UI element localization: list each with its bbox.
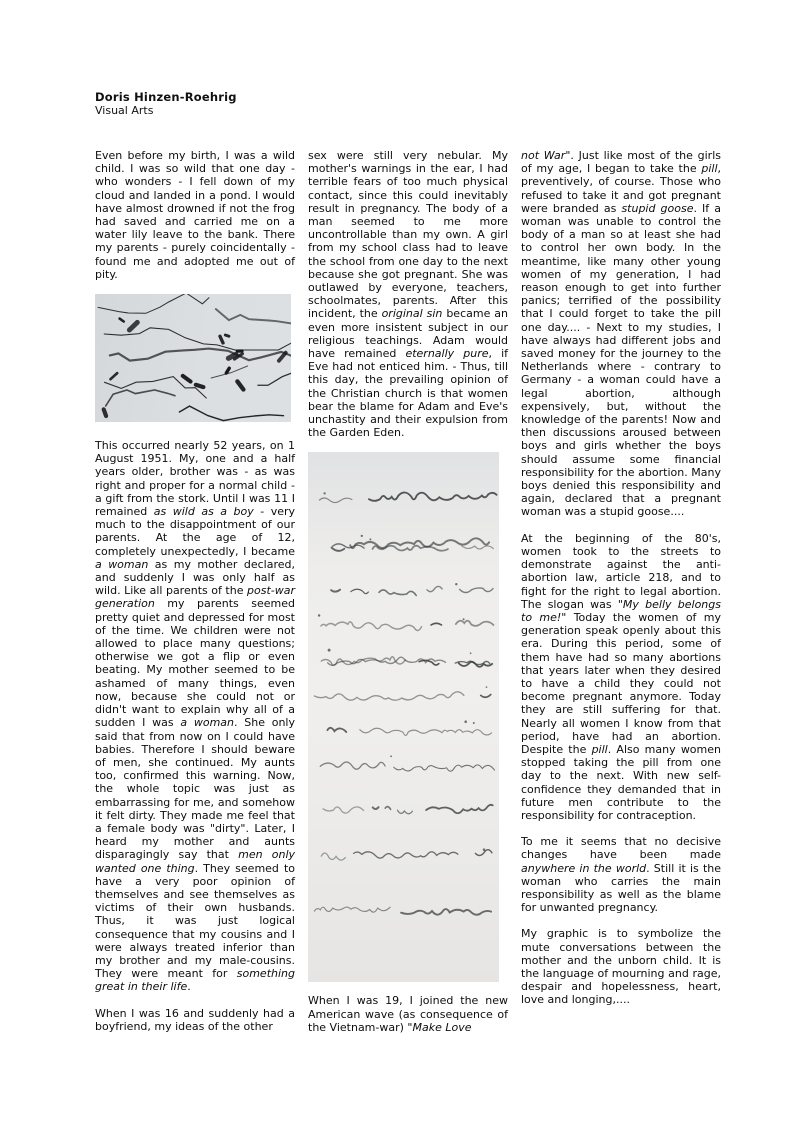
- ink-scribble-drawing-horizontal: [95, 294, 291, 422]
- paragraph: My graphic is to symbolize the mute conversations between the mother and the unborn child. It is the language of mourning and rage, despair and hopelessness, heart, love and longing,....: [521, 927, 721, 1007]
- article: [95, 90, 723, 1047]
- column-2: [308, 149, 508, 1047]
- paragraph: not War". Just like most of the girls of my age, I began to take the pill, preventively, of course. Those who refused to take it and got pregnant were branded as stupid goose. If a woman was unable to control the body of a man so at least she had to control her own body. In the meantime, like many other young women of my generation, I had reason enough to get into further panics; terrified of the possibility that I could forget to take the pill one day.... - Next to my studies, I have always had different jobs and saved money for the journey to the Netherlands where - contrary to Germany - a woman could have a legal abortion, although expensively, but, without the knowledge of the parents! Now and then discussions aroused between boys and girls whether the boys should assume some financial responsibility for the abortion. Many boys denied this responsibility and again, declared that a pregnant woman was a stupid goose....: [521, 149, 721, 519]
- paragraph: sex were still very nebular. My mother's warnings in the ear, I had terrible fears of too much physical contact, since this could inevitably result in pregnancy. The body of a man seemed to me more uncontrollable than my own. A girl from my school class had to leave the school from one day to the next because she got pregnant. She was outlawed by everyone, teachers, schoolmates, parents. After this incident, the original sin became an even more insistent subject in our religious teachings. Adam would have remained eternally pure, if Eve had not enticed him. - Thus, till this day, the prevailing opinion of the Christian church is that women bear the blame for Adam and Eve's unchastity and their expulsion from the Garden Eden.: [308, 149, 509, 440]
- paragraph: When I was 19, I joined the new American wave (as consequence of the Vietnam-war) "Make Love: [308, 994, 508, 1034]
- article-header: [95, 90, 723, 118]
- paragraph: At the beginning of the 80's, women took to the streets to demonstrate against the anti-abortion law, article 218, and to fight for the right to legal abortion. The slogan was "My belly belongs to me!" Today the women of my generation speak openly about this era. During this period, some of them have had so many abortions that years later when they desired to have a child they could not become pregnant anymore. Today they are still suffering for that. Nearly all women I know from that period, have had an abortion. Despite the pill. Also many women stopped taking the pill from one day to the next. With new self-confidence they demanded that in future men contribute to the responsibility for contraception.: [521, 531, 721, 822]
- paragraph: To me it seems that no decisive changes have been made anywhere in the world. Still it is the woman who carries the main responsibility as well as the blame for unwanted pregnancy.: [521, 835, 722, 915]
- author-discipline: Visual Arts: [95, 104, 154, 117]
- column-1: [95, 149, 295, 1047]
- paragraph: This occurred nearly 52 years, on 1 August 1951. My, one and a half years older, brother was - as was right and proper for a normal child - a gift from the stork. Until I was 11 I remained as wild as a boy - very much to the disappointment of our parents. At the age of 12, completely unexpectedly, I became a woman as my mother declared, and suddenly I was only half as wild. Like all parents of the post-war generation my parents seemed pretty quiet and depressed for most of the time. We children were not allowed to place many questions; otherwise we got a flip or even beating. My mother seemed to be ashamed of many things, even now, because she could not or didn't want to explain why all of a sudden I was a woman. She only said that from now on I could have babies. Therefore I should beware of men, she continued. My aunts too, confirmed this warning. Now, the whole topic was just as embarrassing for me, and somehow it felt dirty. They made me feel that a female body was "dirty". Later, I heard my mother and aunts disparagingly say that men only wanted one thing. They seemed to have a very poor opinion of themselves and see themselves as victims of their own husbands. Thus, it was just logical consequence that my cousins and I were always treated inferior than my brother and my male-cousins. They were meant for something great in their life.: [95, 439, 296, 994]
- column-3: [521, 149, 721, 1047]
- paragraph: When I was 16 and suddenly had a boyfriend, my ideas of the other: [95, 1006, 295, 1033]
- ink-scribble-drawing-vertical: [308, 452, 499, 982]
- author-name: Doris Hinzen-Roehrig: [95, 90, 237, 104]
- article-columns: [95, 149, 723, 1047]
- paragraph: Even before my birth, I was a wild child. I was so wild that one day - who wonders - I fell down of my cloud and landed in a pond. I would have almost drowned if not the frog had saved and carried me on a water lily leave to the bank. There my parents - purely coincidentally - found me and adopted me out of pity.: [95, 149, 295, 281]
